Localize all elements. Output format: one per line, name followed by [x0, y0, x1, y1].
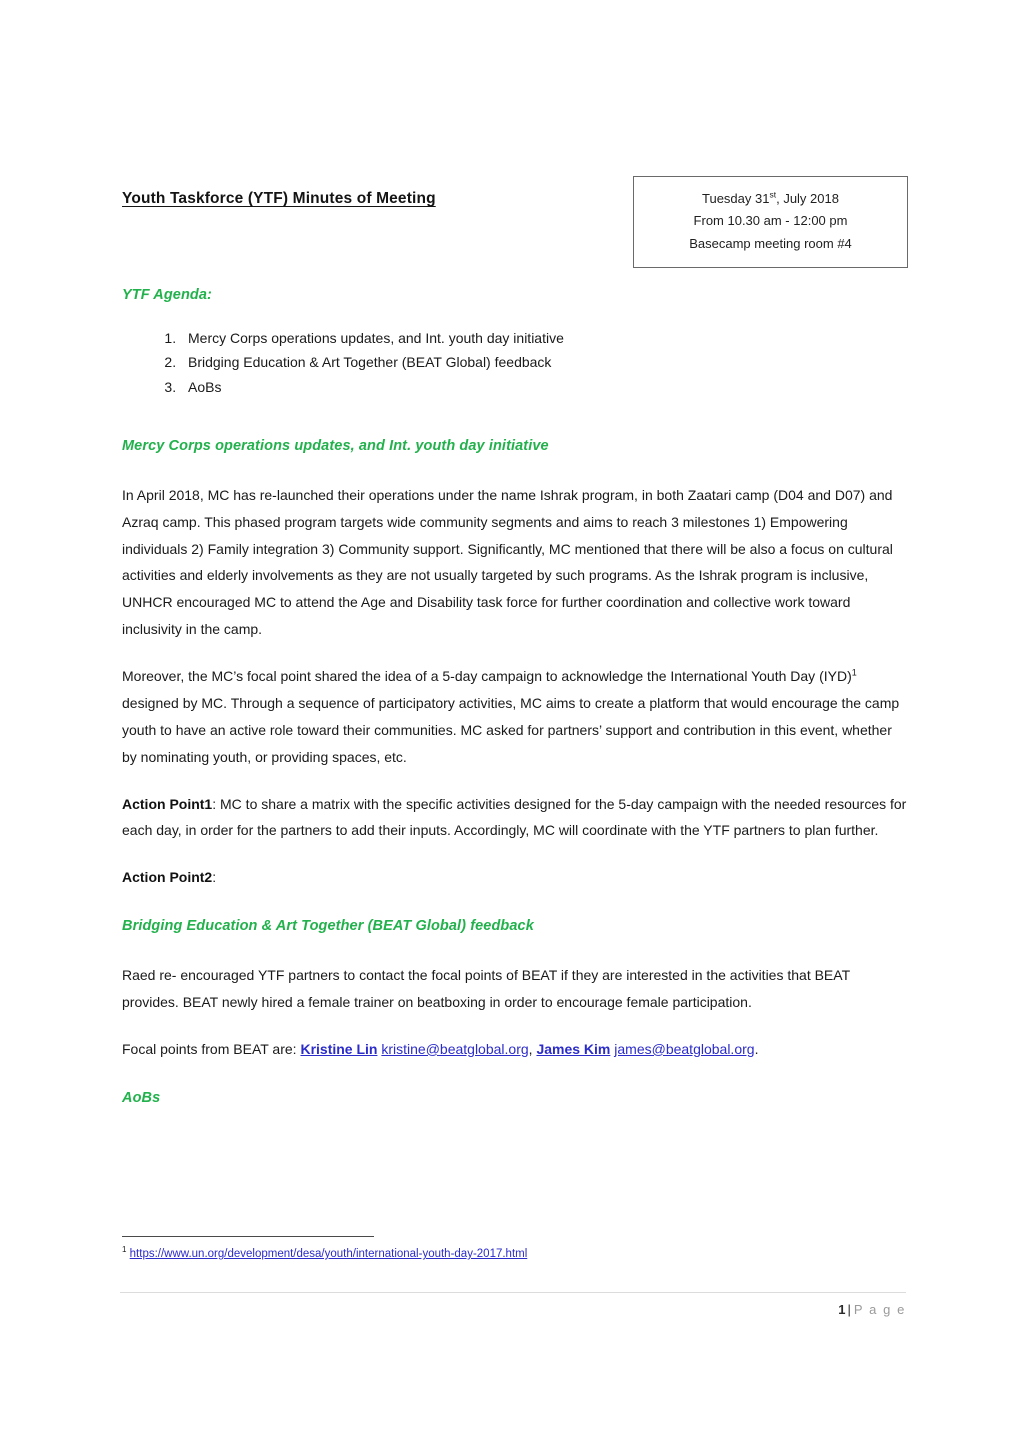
agenda-item: 3. AoBs: [180, 375, 910, 399]
spacer: [122, 1063, 910, 1089]
agenda-list: [122, 326, 910, 399]
contacts-separator: ,: [528, 1040, 537, 1057]
footer-separator-glyph: |: [847, 1302, 851, 1317]
mercy-corps-section-heading: Mercy Corps operations updates, and Int. youth day initiative: [122, 437, 549, 454]
beat-focal-points-line: [122, 1036, 910, 1063]
agenda-heading: YTF Agenda:: [122, 287, 212, 303]
spacer: [122, 643, 910, 663]
paragraph-2-part-1: Moreover, the MC’s focal point shared the idea of a 5-day campaign to acknowledge the International Youth Day (IYD): [122, 668, 852, 685]
document-header: [122, 176, 908, 276]
beat-paragraph: Raed re- encouraged YTF partners to contact the focal points of BEAT if they are interested in the activities that BEAT provides. BEAT newly hired a female trainer on beatboxing in order to encourage female participation.: [122, 966, 850, 1010]
contact-link-james-kim[interactable]: James Kim: [536, 1040, 611, 1057]
aobs-section-heading: AoBs: [122, 1089, 161, 1106]
spacer: [122, 771, 910, 791]
meeting-date-ordinal: st: [769, 189, 777, 200]
footnote-entry: [122, 1246, 910, 1263]
action-point-2: [122, 864, 910, 891]
footnote-reference-marker: 1: [851, 667, 857, 678]
action-point-2-text: :: [212, 869, 217, 886]
meeting-time: From 10.30 am - 12:00 pm: [693, 213, 848, 229]
contacts-end-period: .: [754, 1040, 759, 1057]
page-title: Youth Taskforce (YTF) Minutes of Meeting: [122, 190, 436, 207]
document-body: [122, 286, 910, 1107]
mercy-corps-paragraph-2: [122, 663, 910, 771]
action-point-1-text: : MC to share a matrix with the specific activities designed for the 5-day campaign with the needed resources for each day, in order for the partners to add their inputs. Accordingly, MC will coordinate with the YTF partners to plan further.: [122, 795, 907, 839]
spacer: [122, 891, 910, 917]
spacer: [122, 456, 910, 482]
agenda-item: 1. Mercy Corps operations updates, and Int. youth day initiative: [180, 326, 910, 350]
spacer: [122, 844, 910, 864]
contact-link-kristine-lin[interactable]: Kristine Lin: [300, 1040, 378, 1057]
footnote-area: [122, 1236, 910, 1263]
page-number-footer: [120, 1302, 906, 1317]
spacer: [122, 936, 910, 962]
action-point-1-label: Action Point1: [122, 795, 213, 812]
paragraph-2-part-2: designed by MC. Through a sequence of participatory activities, MC aims to create a platform that would encourage the camp youth to have an active role toward their communities. MC asked for partners’ support and contribution in this event, whether by nominating youth, or providing spaces, etc.: [122, 694, 900, 765]
spacer: [122, 399, 910, 437]
meeting-date: [642, 188, 899, 210]
beat-section-heading: Bridging Education & Art Together (BEAT Global) feedback: [122, 918, 534, 935]
meeting-location: Basecamp meeting room #4: [689, 235, 852, 251]
footer-page-number: 1: [838, 1302, 846, 1317]
meeting-details-box: [633, 176, 908, 268]
meeting-date-prefix: Tuesday 31: [702, 191, 770, 206]
mercy-corps-paragraph-1: In April 2018, MC has re-launched their operations under the name Ishrak program, in both Zaatari camp (D04 and D07) and Azraq camp. This phased program targets wide community segments and aims to reach 3 milestones 1) Empowering individuals 2) Family integration 3) Community support. Significantly, MC mentioned that there will be also a focus on cultural activities and elderly involvements as they are not usually targeted by such programs. As the Ishrak program is inclusive, UNHCR encouraged MC to attend the Age and Disability task force for further coordination and collective work toward inclusivity in the camp.: [122, 486, 893, 638]
email-link-james[interactable]: james@beatglobal.org: [614, 1040, 755, 1057]
spacer: [122, 1016, 910, 1036]
email-link-kristine[interactable]: kristine@beatglobal.org: [381, 1040, 529, 1057]
meeting-date-suffix: , July 2018: [776, 191, 839, 206]
footnote-separator-rule: [122, 1236, 374, 1237]
footnote-url-link[interactable]: https://www.un.org/development/desa/youth/international-youth-day-2017.html: [129, 1248, 528, 1260]
agenda-item: 2. Bridging Education & Art Together (BEAT Global) feedback: [180, 350, 910, 374]
page-footer: [120, 1292, 906, 1317]
footer-separator-rule: [120, 1292, 906, 1293]
footnote-marker: 1: [122, 1245, 127, 1255]
action-point-2-label: Action Point2: [122, 869, 213, 886]
footer-page-label: P a g e: [853, 1302, 906, 1317]
focal-points-intro: Focal points from BEAT are:: [122, 1040, 301, 1057]
action-point-1: [122, 791, 910, 845]
